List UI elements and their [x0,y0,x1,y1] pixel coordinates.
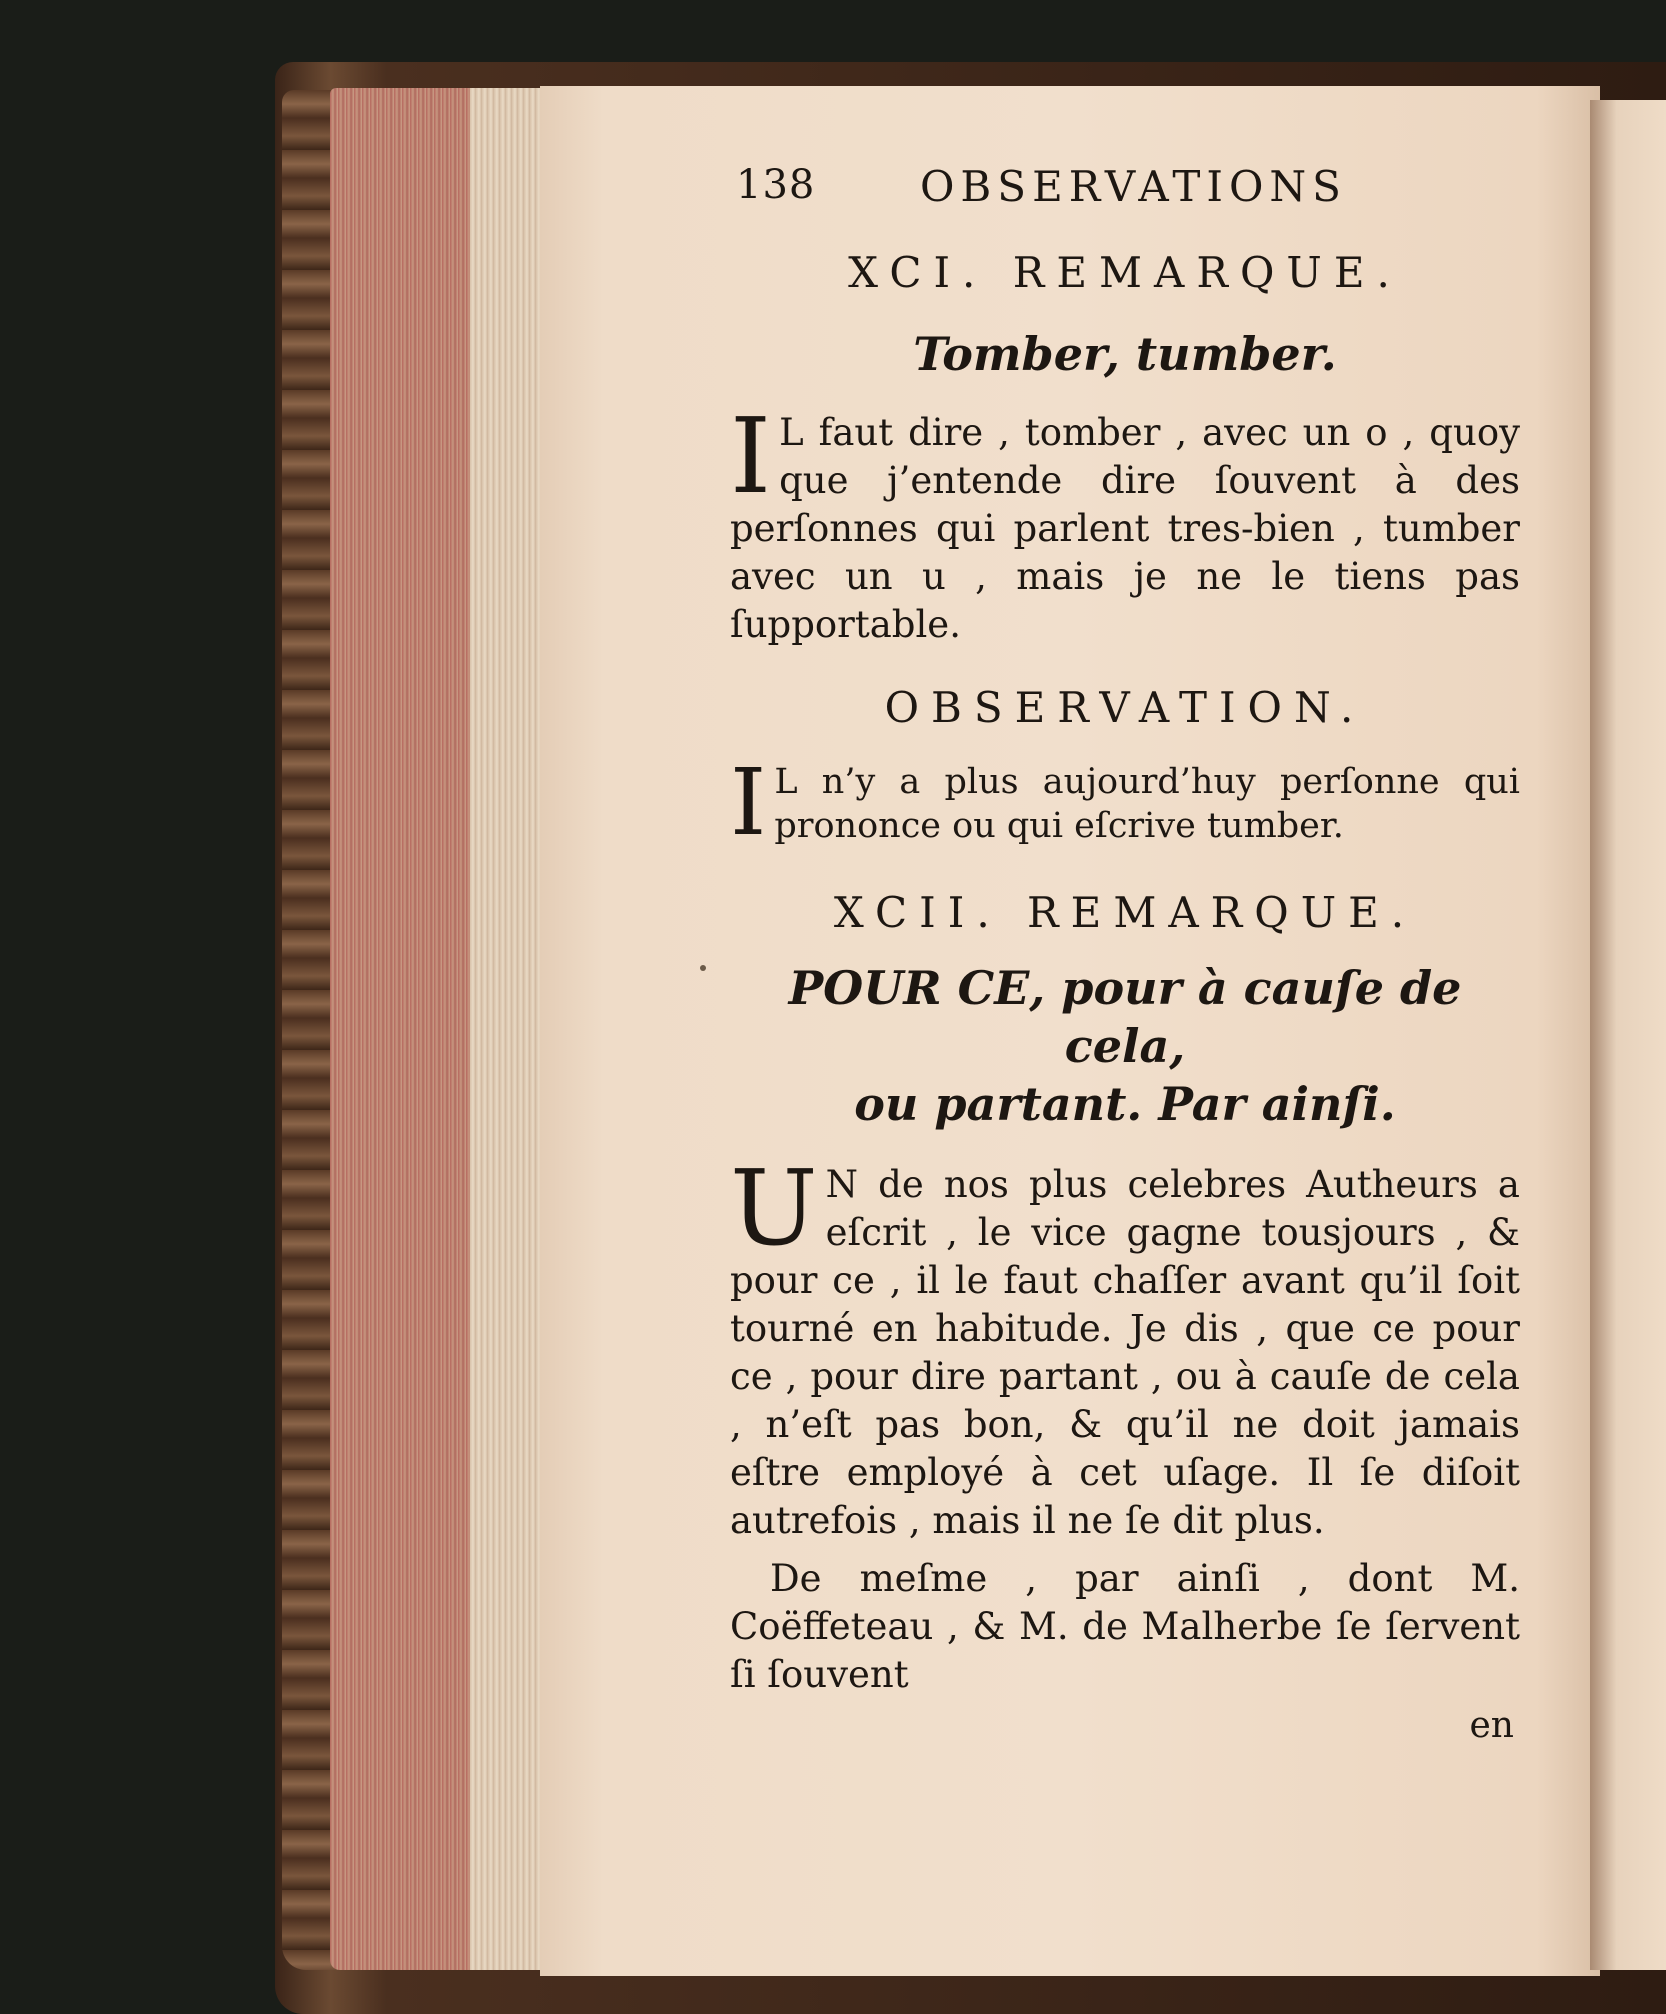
running-title: OBSERVATIONS [920,162,1347,211]
page-number: 138 [736,162,816,208]
remark-91-text-block [730,395,1520,649]
remark-92-heading: XCII. REMARQUE. [833,888,1417,937]
remark-92-text-block [730,1147,1520,1545]
remark-92-paragraph-2: De meſme , par ainſi , dont M. Coëffeteau , & M. de Malherbe ſe ſervent ſi ſouvent [730,1557,1520,1696]
observation-heading: OBSERVATION. [884,683,1366,732]
remark-92-subject-line-1: POUR CE, pour à cauſe de cela, [788,961,1462,1073]
catchword: en [1469,1705,1514,1746]
remark-92-subject-line-2: ou partant. Par ainſi. [854,1077,1396,1131]
remark-91-heading: XCI. REMARQUE. [848,248,1402,297]
observation-text-block [730,749,1520,856]
dropcap: I [730,749,767,856]
observation-text: L n’y a plus aujourd’huy perſonne qui prononce ou qui eſcrive tumber. [774,762,1520,846]
page-speck [700,965,706,971]
remark-91-text: L faut dire , tomber , avec un o , quoy que j’entende dire ſouvent à des perſonnes qui parlent tres-bien , tumber avec un u , mais je ne le tiens pas ſupportable. [730,411,1520,646]
remark-92-text: N de nos plus celebres Autheurs a eſcrit , le vice gagne tousjours , & pour ce , il le faut chaſſer avant qu’il ſoit tourné en habitude. Je dis , que ce pour ce , pour dire partant , ou à cauſe de cela , n’eſt pas bon, & qu’il ne doit jamais eſtre employé à cet uſage. Il ſe diſoit autrefois , mais il ne ſe dit plus. [730,1163,1520,1542]
page-text [730,150,1520,1746]
running-head [730,150,1520,220]
page-edges-inner [470,88,540,1970]
page-gutter [1590,100,1666,1970]
remark-91-subject: Tomber, tumber. [913,327,1337,381]
dropcap: I [730,395,772,517]
dropcap: U [730,1147,818,1269]
remark-92-subject [730,959,1520,1133]
